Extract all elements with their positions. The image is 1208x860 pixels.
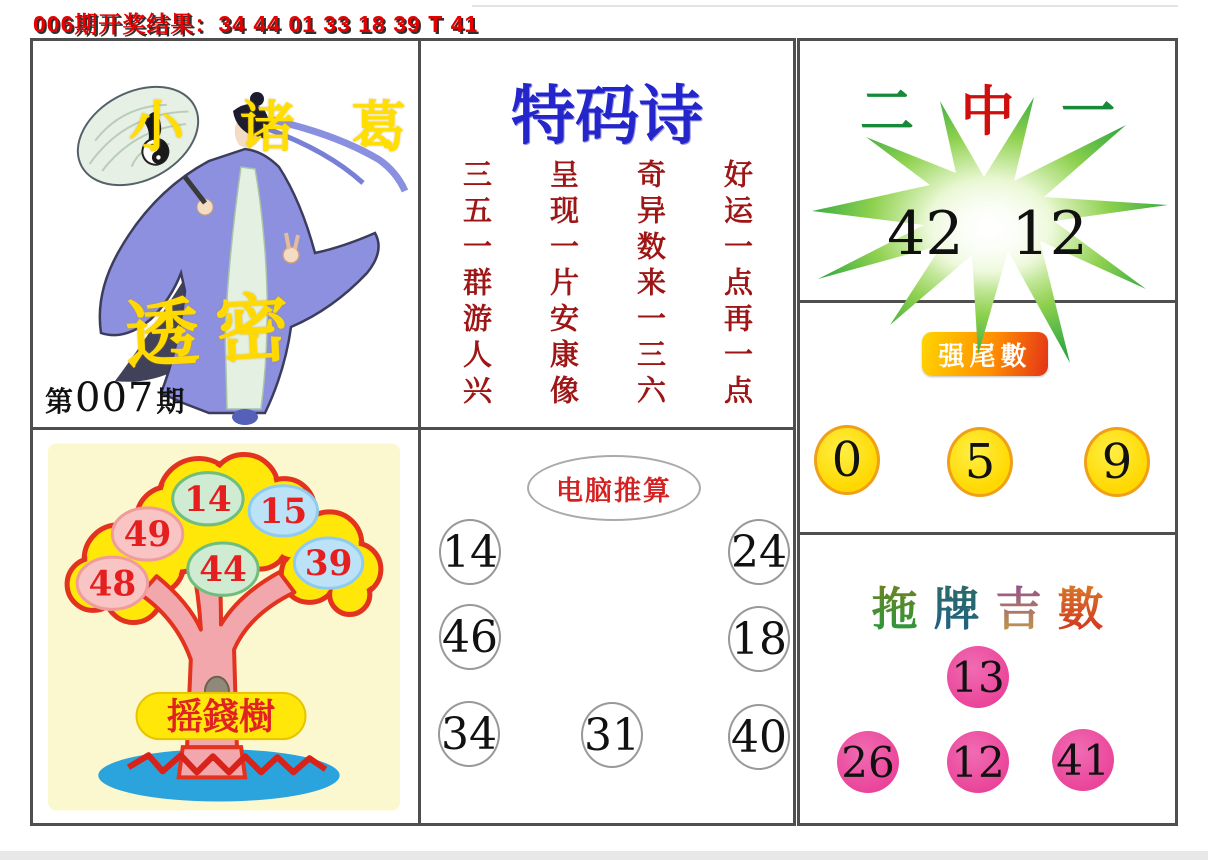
- side-table: [797, 38, 1178, 826]
- master-title: [129, 83, 406, 162]
- money-tree-illustration: [48, 443, 400, 811]
- drag-lucky-title: 拖 牌 吉 數: [800, 573, 1175, 639]
- strong-tail-badge: 强尾數: [922, 332, 1048, 376]
- lucky-number: 13: [947, 646, 1009, 708]
- money-tree-cell: [33, 430, 421, 823]
- two-hit-one-cell: [800, 41, 1175, 303]
- poem-title: 特码诗: [511, 80, 703, 154]
- pick-number: 40: [728, 704, 790, 770]
- fruit-number: 15: [259, 491, 308, 532]
- pick-number: 24: [728, 519, 790, 585]
- master-title-char: 小: [129, 95, 185, 159]
- previous-draw-result: 006期开奖结果：34 44 01 33 18 39 T 41: [33, 11, 479, 37]
- two-hit-one-numbers: [800, 199, 1175, 269]
- top-divider-line: [472, 5, 1178, 7]
- fruit-number: 49: [123, 515, 172, 556]
- tail-digit: 0: [814, 425, 880, 495]
- pick-number: 31: [581, 702, 643, 768]
- main-table: [30, 38, 796, 826]
- pick-number: 34: [438, 701, 500, 767]
- poem-column: 奇异数来一三六: [633, 159, 667, 411]
- pick-number: 46: [439, 604, 501, 670]
- fruit-number: 44: [199, 550, 247, 591]
- pick-number: 18: [728, 606, 790, 672]
- pick-number: 12: [1011, 199, 1088, 269]
- pick-number: 14: [439, 519, 501, 585]
- poem-column: 好运一点再一点: [720, 159, 754, 411]
- poem-column: 呈现一片安康像: [546, 159, 580, 411]
- fruit-number: 48: [88, 564, 137, 605]
- stamp-text: 透密: [123, 284, 308, 380]
- drag-lucky-cell: [800, 535, 1175, 823]
- bottom-strip: [0, 851, 1208, 860]
- master-title-char: 葛: [350, 95, 406, 159]
- fruit-number: 14: [184, 479, 232, 520]
- lucky-number: 12: [947, 731, 1009, 793]
- fruit-number: 39: [304, 544, 353, 585]
- tail-digit: 9: [1084, 427, 1150, 497]
- issue-label: 第 007 期: [45, 375, 185, 421]
- master-figure-cell: [33, 41, 421, 430]
- shoe: [232, 409, 258, 425]
- lucky-number: 26: [837, 731, 899, 793]
- pick-number: 42: [887, 199, 964, 269]
- computer-picks-title: 电脑推算: [527, 455, 701, 521]
- poem-cell: [421, 41, 793, 430]
- tree-banner-label: 摇錢樹: [166, 695, 276, 739]
- computer-picks-cell: [421, 430, 793, 823]
- master-title-char: 诸: [239, 95, 295, 159]
- poem-columns: [421, 159, 793, 427]
- poem-column: 三五一群游人兴: [459, 159, 493, 411]
- lucky-number: 41: [1052, 729, 1114, 791]
- two-hit-one-title: 二 中 一: [860, 80, 1115, 143]
- tail-digit: 5: [947, 427, 1013, 497]
